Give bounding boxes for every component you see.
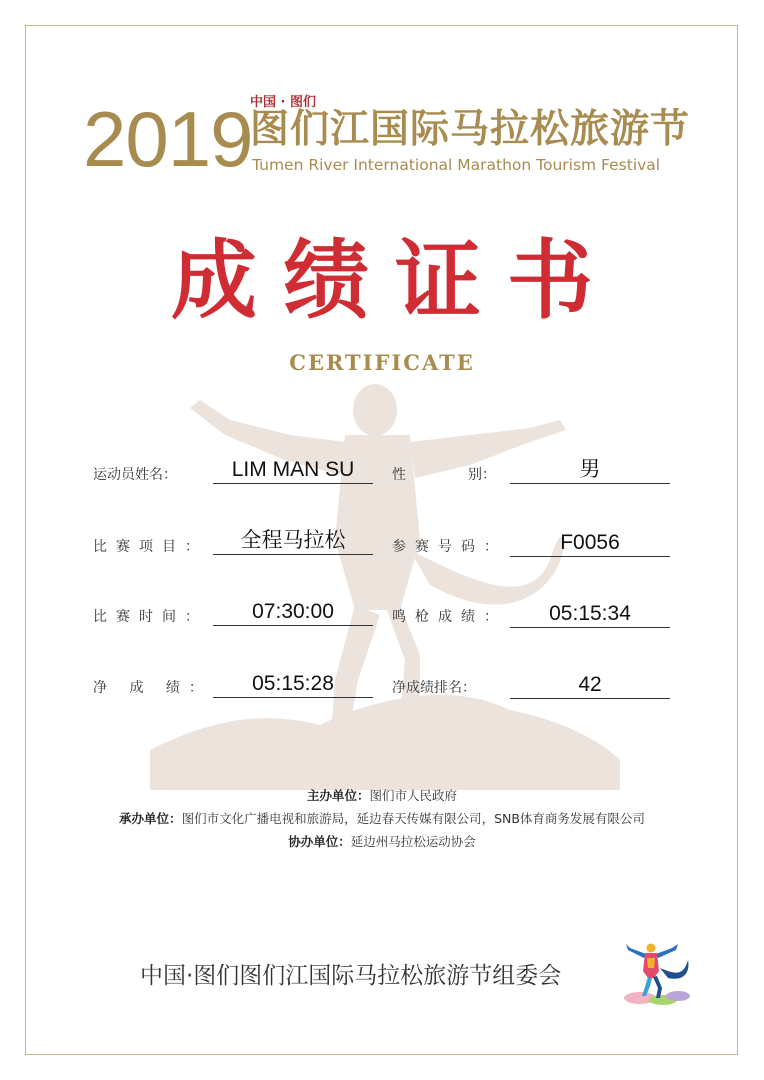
certificate-title: 成绩证书 [171, 230, 619, 331]
athlete-name-label: 运动员姓名： [93, 467, 177, 483]
host-line [0, 786, 764, 804]
gender-field: 男 [510, 457, 670, 484]
race-time-label: 比赛时间： [93, 609, 208, 625]
host-label: 主办单位： [306, 788, 370, 803]
net-time-label: 净 成 绩： [93, 680, 212, 696]
organizer-label: 承办单位： [119, 811, 182, 826]
organizer-value: 图们市文化广播电视和旅游局，延边春天传媒有限公司，SNB体育商务发展有限公司 [181, 811, 645, 826]
net-time-field: 05:15:28 [213, 671, 373, 698]
bib-field: F0056 [510, 530, 670, 557]
runner-watermark-image [130, 380, 630, 800]
event-label: 比赛项目： [93, 539, 208, 555]
net-rank-field: 42 [510, 672, 670, 699]
gun-time-label: 鸣枪成绩： [392, 609, 507, 625]
runner-logo-icon [618, 938, 698, 1010]
co-organizer-label: 协办单位： [288, 834, 351, 849]
net-rank-label: 净成绩排名： [392, 680, 476, 696]
certificate-subtitle: CERTIFICATE [289, 350, 475, 375]
organizer-line [0, 809, 764, 827]
header-year: 2019 [83, 95, 253, 183]
host-value: 图们市人民政府 [369, 788, 458, 803]
gender-label-part2: 别： [468, 467, 496, 483]
bib-label: 参赛号码： [392, 539, 507, 555]
event-field: 全程马拉松 [213, 528, 373, 555]
header-small-title: 中国 · 图们 [250, 95, 316, 110]
co-organizer-value: 延边州马拉松运动协会 [350, 834, 476, 849]
athlete-name-field: LIM MAN SU [213, 457, 373, 484]
co-organizer-line [0, 832, 764, 850]
header-main-title: 图们江国际马拉松旅游节 [250, 107, 691, 152]
gun-time-field: 05:15:34 [510, 601, 670, 628]
header-english-title: Tumen River International Marathon Tourism Festival [252, 156, 661, 174]
race-time-field: 07:30:00 [213, 599, 373, 626]
gender-label-part1: 性 [392, 467, 406, 483]
organizing-committee: 中国·图们图们江国际马拉松旅游节组委会 [140, 963, 562, 989]
